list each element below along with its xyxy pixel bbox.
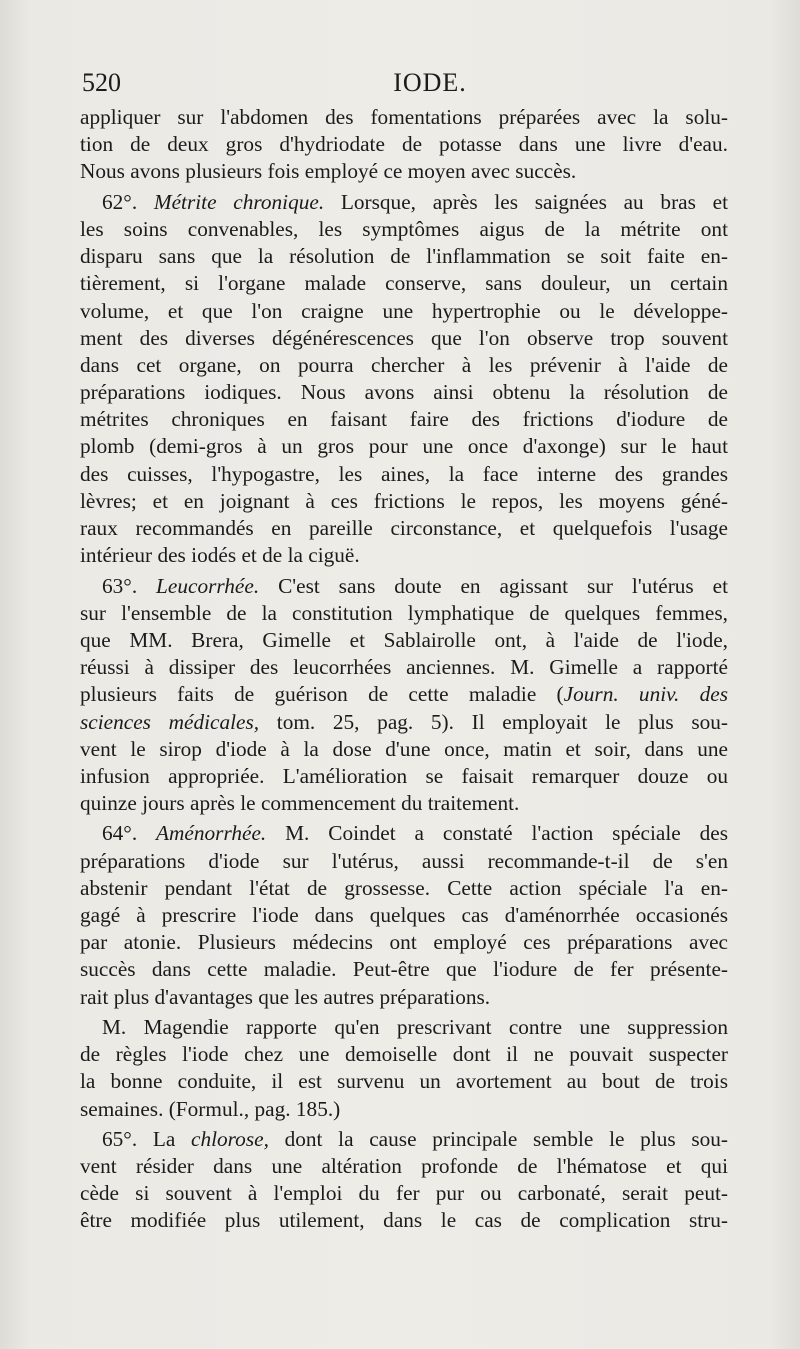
text-line: raux recommandés en pareille circonstance, et quelquefois l'usage xyxy=(80,516,728,540)
text-line: préparations d'iode sur l'utérus, aussi recommande-t-il de s'en xyxy=(80,848,728,873)
journal-title: Journ. univ. des xyxy=(563,682,728,707)
text-line: ment des diverses dégénérescences que l'on observe trop souvent xyxy=(80,325,728,350)
paragraph-leucorrhee xyxy=(80,573,728,818)
text-line: métrites chroniques en faisant faire des frictions d'iodure de xyxy=(80,407,728,432)
text-line: rait plus d'avantages que les autres préparations. xyxy=(80,984,491,1009)
section-title: chlorose, xyxy=(191,1126,269,1151)
text-line: par atonie. Plusieurs médecins ont employé ces préparations avec xyxy=(80,930,728,955)
text-line: semaines. (Formul., pag. 185.) xyxy=(80,1096,341,1121)
paragraph-first-line xyxy=(80,189,728,216)
text-line: plomb (demi-gros à un gros pour une once d'axonge) sur le haut xyxy=(80,434,728,459)
paragraph-first-line xyxy=(80,573,728,600)
text-segment: plusieurs faits de guérison de cette maladie ( xyxy=(80,682,564,707)
text-segment: C'est sans doute en agissant sur l'utérus et xyxy=(278,573,728,598)
text-segment: dont la cause principale semble le plus sou- xyxy=(284,1126,729,1151)
paragraph-continuation xyxy=(80,104,728,186)
text-segment: Lorsque, après les saignées au bras et xyxy=(340,189,728,214)
text-line: volume, et que l'on craigne une hypertrophie ou le développe- xyxy=(80,298,728,323)
text-line: disparu sans que la résolution de l'inflammation se soit faite en- xyxy=(80,244,728,269)
text-line: vent le sirop d'iode à la dose d'une once, matin et soir, dans une xyxy=(80,736,728,761)
text-line: les soins convenables, les symptômes aigus de la métrite ont xyxy=(80,216,728,241)
text-line: tièrement, si l'organe malade conserve, sans douleur, un certain xyxy=(80,271,728,296)
text-line: des cuisses, l'hypogastre, les aines, la face interne des grandes xyxy=(80,461,728,486)
text-segment: M. Coindet a constaté l'action spéciale des xyxy=(285,821,728,846)
text-line: tion de deux gros d'hydriodate de potasse dans une livre d'eau. xyxy=(80,132,728,157)
text-line xyxy=(80,681,728,708)
running-title: IODE. xyxy=(393,68,467,97)
paragraph-amenorrhee xyxy=(80,820,728,1010)
journal-title-continued: sciences médicales, xyxy=(80,709,260,734)
text-line: vent résider dans une altération profonde de l'hématose et qui xyxy=(80,1154,728,1179)
paragraph-magendie xyxy=(80,1014,728,1123)
text-line: lèvres; et en joignant à ces frictions le repos, les moyens géné- xyxy=(80,488,728,513)
text-line: que MM. Brera, Gimelle et Sablairolle ont, à l'aide de l'iode, xyxy=(80,627,728,652)
text-line: gagé à prescrire l'iode dans quelques cas d'aménorrhée occasionés xyxy=(80,903,728,927)
text-line: M. Magendie rapporte qu'en prescrivant contre une suppression xyxy=(102,1014,728,1039)
text-line: de règles l'iode chez une demoiselle dont il ne pouvait suspecter xyxy=(80,1042,728,1067)
text-line: dans cet organe, on pourra chercher à les prévenir à l'aide de xyxy=(80,352,728,377)
text-line: intérieur des iodés et de la ciguë. xyxy=(80,543,360,568)
section-title: Métrite chronique. xyxy=(153,189,325,214)
text-line xyxy=(80,709,728,736)
text-line: abstenir pendant l'état de grossesse. Cette action spéciale l'a en- xyxy=(80,875,728,900)
text-line: Nous avons plusieurs fois employé ce moyen avec succès. xyxy=(80,159,577,184)
section-title: Aménorrhée. xyxy=(156,821,267,846)
section-number: 63°. xyxy=(102,573,138,598)
page-header xyxy=(80,66,730,100)
section-number: 64°. xyxy=(102,821,138,846)
text-line: réussi à dissiper des leucorrhées anciennes. M. Gimelle a rapporté xyxy=(80,655,728,680)
text-segment: La xyxy=(152,1126,176,1151)
section-number: 62°. xyxy=(102,189,138,214)
section-number: 65°. xyxy=(102,1126,138,1151)
text-line: succès dans cette maladie. Peut-être que l'iodure de fer présente- xyxy=(80,957,728,982)
text-line: infusion appropriée. L'amélioration se faisait remarquer douze ou xyxy=(80,763,728,788)
text-line: quinze jours après le commencement du traitement. xyxy=(80,791,520,816)
paragraph-first-line xyxy=(80,1126,728,1153)
page-number: 520 xyxy=(82,68,121,97)
text-line: être modifiée plus utilement, dans le cas de complication stru- xyxy=(80,1208,728,1233)
text-line: cède si souvent à l'emploi du fer pur ou carbonaté, serait peut- xyxy=(80,1181,728,1206)
text-line: préparations iodiques. Nous avons ainsi obtenu la résolution de xyxy=(80,380,728,405)
text-segment: tom. 25, pag. 5). Il employait le plus sou- xyxy=(259,709,729,734)
paragraph-first-line xyxy=(80,820,728,847)
paragraph-metrite xyxy=(80,189,728,570)
text-line: la bonne conduite, il est survenu un avortement au bout de trois xyxy=(80,1069,728,1094)
text-line: appliquer sur l'abdomen des fomentations préparées avec la solu- xyxy=(80,105,728,129)
text-line: sur l'ensemble de la constitution lymphatique de quelques femmes, xyxy=(80,600,728,625)
paragraph-chlorose xyxy=(80,1126,728,1235)
section-title: Leucorrhée. xyxy=(156,573,260,598)
page-body xyxy=(80,104,728,1235)
